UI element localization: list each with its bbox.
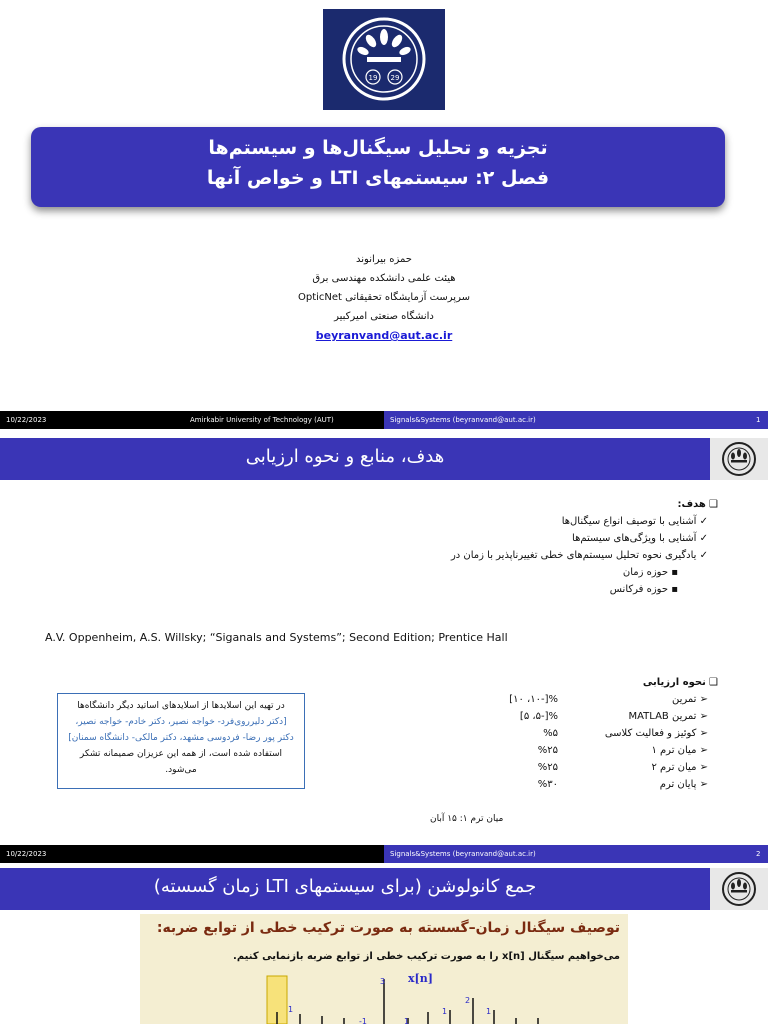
arrow-icon: ➢ bbox=[696, 779, 708, 790]
grading-row bbox=[448, 725, 718, 742]
grading-label: تمرین bbox=[671, 694, 697, 705]
grading-row bbox=[448, 742, 718, 759]
checkbox-icon: ❑ bbox=[705, 677, 718, 688]
grading-row bbox=[448, 759, 718, 776]
goal-item: آشنایی با توصیف انواع سیگنال‌ها bbox=[561, 516, 697, 527]
footer-page-number: 2 bbox=[756, 850, 761, 858]
slide-footer-1 bbox=[0, 411, 768, 429]
goals-section bbox=[298, 496, 718, 598]
bullet-icon: ▪ bbox=[668, 584, 678, 595]
goal-item: یادگیری نحوه تحلیل سیستم‌های خطی تغییرناپذیر با زمان در bbox=[450, 550, 697, 561]
course-title: تجزیه و تحلیل سیگنال‌ها و سیستم‌ها bbox=[208, 137, 548, 159]
note-line: [دکتر دلیرروی‌فرد- خواجه نصیر، دکتر خادم- خواجه نصیر، bbox=[75, 717, 287, 727]
midterm-date: میان ترم ۱: ۱۵ آبان bbox=[430, 814, 504, 824]
impulse-representation-figure bbox=[140, 914, 628, 1024]
grading-label: میان ترم ۲ bbox=[651, 762, 697, 773]
grading-row bbox=[448, 691, 718, 708]
goals-heading: هدف: bbox=[677, 499, 706, 510]
check-icon: ✓ bbox=[696, 533, 708, 544]
arrow-icon: ➢ bbox=[696, 694, 708, 705]
grading-label: کوئیز و فعالیت کلاسی bbox=[604, 728, 697, 739]
stem-label: 1 bbox=[442, 1007, 448, 1016]
note-line: می‌شود. bbox=[165, 765, 197, 775]
grading-value: %[-۱۰، ۱۰] bbox=[509, 694, 558, 705]
footer-course: Signals&Systems (beyranvand@aut.ac.ir) bbox=[390, 850, 536, 858]
grading-value: %۵ bbox=[543, 728, 558, 739]
author-name: حمزه بیرانوند bbox=[356, 254, 412, 265]
textbook-reference: A.V. Oppenheim, A.S. Willsky; “Siganals and Systems”; Second Edition; Prentice Hall bbox=[45, 631, 508, 644]
subgoal-item: حوزه فرکانس bbox=[609, 584, 669, 595]
slide3-title: جمع کانولوشن (برای سیستمهای LTI زمان گسسته) bbox=[153, 876, 537, 897]
stem-label: 2 bbox=[465, 996, 471, 1005]
logo-number-left: 19 bbox=[368, 74, 378, 82]
author-role: هیئت علمی دانشکده مهندسی برق bbox=[312, 273, 456, 284]
footer-date: 10/22/2023 bbox=[6, 850, 47, 858]
stem-label: 3 bbox=[380, 977, 386, 986]
stem-label: 1 bbox=[486, 1007, 492, 1016]
bullet-icon: ▪ bbox=[668, 567, 678, 578]
subgoal-item: حوزه زمان bbox=[622, 567, 669, 578]
acknowledgement-box bbox=[57, 693, 305, 789]
aut-logo bbox=[323, 9, 445, 110]
note-line: دکتر پور رضا- فردوسی مشهد، دکتر مالکی- دانشگاه سمنان] bbox=[68, 733, 294, 743]
footer-page-number: 1 bbox=[756, 416, 761, 424]
chapter-title: فصل ۲: سیستمهای LTI و خواص آنها bbox=[206, 167, 550, 189]
checkbox-icon: ❑ bbox=[705, 499, 718, 510]
author-email-link[interactable]: beyranvand@aut.ac.ir bbox=[315, 329, 453, 342]
footer-date: 10/22/2023 bbox=[6, 416, 47, 424]
grading-value: %[-۵، ۵] bbox=[519, 711, 558, 722]
aut-logo-small bbox=[710, 868, 768, 910]
grading-heading: نحوه ارزیابی bbox=[642, 677, 706, 688]
footer-course: Signals&Systems (beyranvand@aut.ac.ir) bbox=[390, 416, 536, 424]
note-line: در تهیه این اسلایدها از اسلایدهای اساتید دیگر دانشگاه‌ها bbox=[77, 701, 285, 711]
slide2-title: هدف، منابع و نحوه ارزیابی bbox=[245, 446, 445, 467]
arrow-icon: ➢ bbox=[696, 745, 708, 756]
grading-row bbox=[448, 708, 718, 725]
footer-institution: Amirkabir University of Technology (AUT) bbox=[190, 416, 334, 424]
author-block bbox=[0, 250, 768, 346]
grading-section bbox=[448, 674, 718, 793]
stem-label: -1 bbox=[359, 1017, 367, 1024]
grading-value: %۲۵ bbox=[537, 745, 558, 756]
stem-label: 1 bbox=[404, 1017, 410, 1024]
title-banner bbox=[31, 127, 725, 207]
slide-footer-2 bbox=[0, 845, 768, 863]
author-university: دانشگاه صنعتی امیرکبیر bbox=[334, 311, 434, 322]
grading-label: میان ترم ۱ bbox=[651, 745, 697, 756]
signal-label: x[n] bbox=[408, 972, 433, 985]
grading-value: %۳۰ bbox=[537, 779, 558, 790]
grading-label: تمرین MATLAB bbox=[628, 711, 697, 722]
figure-subtitle: می‌خواهیم سیگنال x[n] را به صورت ترکیب خطی از توابع ضربه بازنمایی کنیم. bbox=[233, 951, 620, 962]
check-icon: ✓ bbox=[696, 516, 708, 527]
author-lab: سرپرست آزمایشگاه تحقیقاتی OpticNet bbox=[298, 292, 470, 303]
arrow-icon: ➢ bbox=[696, 711, 708, 722]
goal-item: آشنایی با ویژگی‌های سیستم‌ها bbox=[572, 533, 697, 544]
grading-label: پایان ترم bbox=[659, 779, 697, 790]
note-line: استفاده شده است، از همه این عزیزان صمیمانه تشکر bbox=[79, 749, 283, 759]
check-icon: ✓ bbox=[696, 550, 708, 561]
stem-label: 1 bbox=[288, 1005, 294, 1014]
grading-value: %۲۵ bbox=[537, 762, 558, 773]
arrow-icon: ➢ bbox=[696, 762, 708, 773]
logo-number-right: 29 bbox=[390, 74, 400, 82]
figure-title: توصیف سیگنال زمان–گسسته به صورت ترکیب خطی از توابع ضربه: bbox=[156, 920, 620, 936]
arrow-icon: ➢ bbox=[696, 728, 708, 739]
aut-logo-small bbox=[710, 438, 768, 480]
slide2-header bbox=[0, 438, 768, 480]
slide3-header bbox=[0, 868, 768, 910]
grading-row bbox=[448, 776, 718, 793]
